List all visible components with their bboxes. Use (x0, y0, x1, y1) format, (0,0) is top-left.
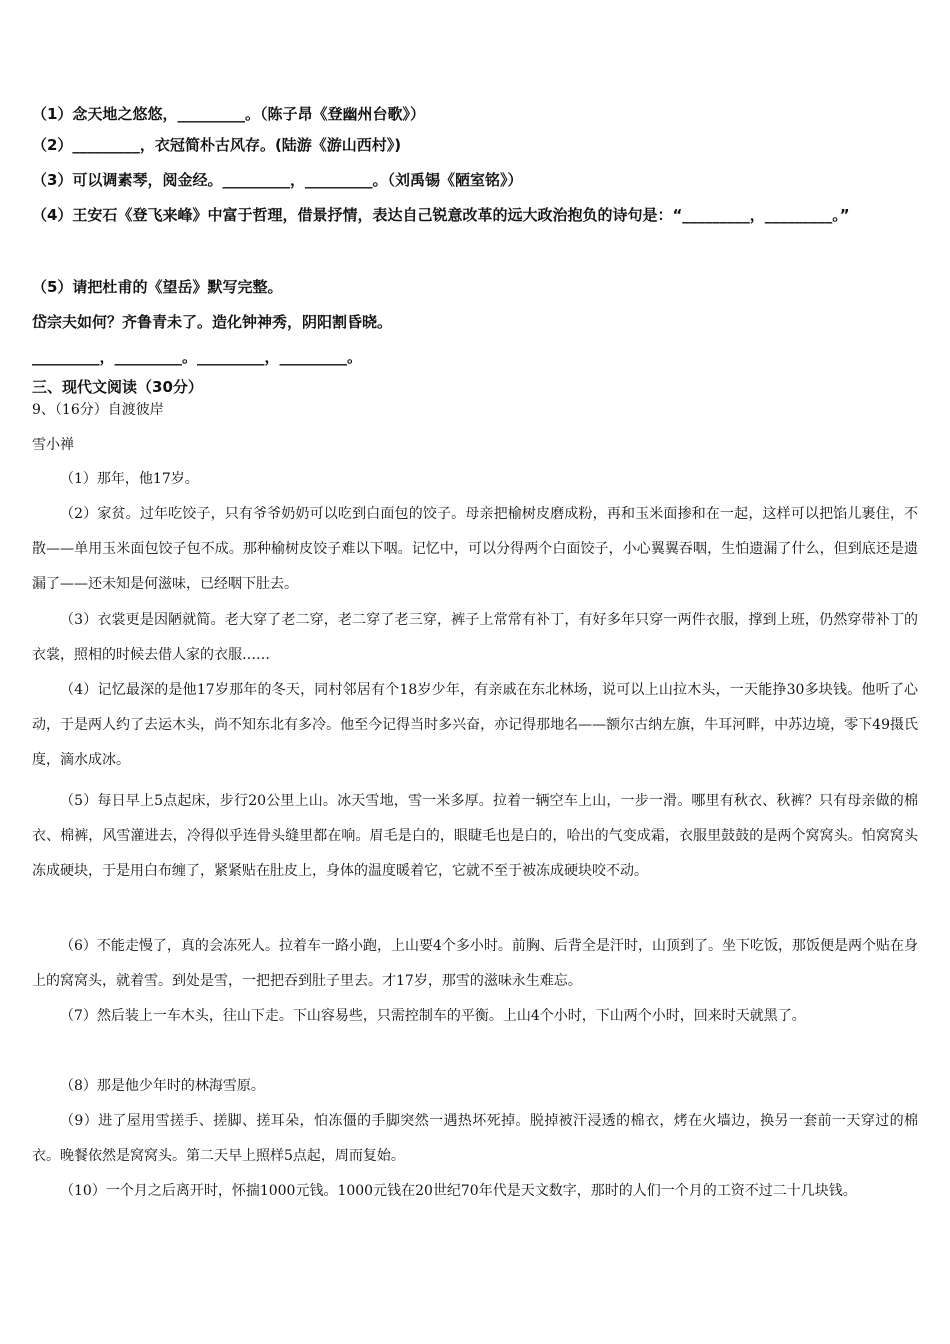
section-heading: 三、现代文阅读（30分） (32, 378, 203, 396)
fill-in-question-3: （3）可以调素琴，阅金经。_________，_________。（刘禹锡《陋室铭》） (32, 171, 523, 189)
article-paragraph-2: （2）家贫。过年吃饺子，只有爷爷奶奶可以吃到白面包的饺子。母亲把榆树皮磨成粉，再和玉米面掺和在一起，这样可以把馅儿裹住，不散——单用玉米面包饺子包不成。那种榆树皮饺子难以下咽。记忆中，可以分得两个白面饺子，小心翼翼吞咽，生怕遗漏了什么，但到底还是遗漏了——还未知是何滋味，已经咽下肚去。 (32, 506, 918, 593)
fill-in-question-4: （4）王安石《登飞来峰》中富于哲理，借景抒情，表达自己锐意改革的远大政治抱负的诗句是：“_________，_________。” (32, 206, 850, 224)
article-paragraph-10: （10）一个月之后离开时，怀揣1000元钱。1000元钱在20世纪70年代是天文数字，那时的人们一个月的工资不过二十几块钱。 (60, 1183, 857, 1199)
article-paragraph-4: （4）记忆最深的是他17岁那年的冬天，同村邻居有个18岁少年，有亲戚在东北林场，说可以上山拉木头，一天能挣30多块钱。他听了心动，于是两人约了去运木头，尚不知东北有多冷。他至今记得当时多兴奋，亦记得那地名——额尔古纳左旗，牛耳河畔，中苏边境，零下49摄氏度，滴水成冰。 (32, 682, 918, 769)
poem-blank-lines: _________，_________。_________，_________。 (32, 348, 363, 366)
article-paragraph-5: （5）每日早上5点起床，步行20公里上山。冰天雪地，雪一米多厚。拉着一辆空车上山，一步一滑。哪里有秋衣、秋裤？只有母亲做的棉衣、棉裤，风雪灌进去，冷得似乎连骨头缝里都在响。眉毛是白的，眼睫毛也是白的，哈出的气变成霜，衣服里鼓鼓的是两个窝窝头。怕窝窝头冻成硬块，于是用白布缠了，紧紧贴在肚皮上，身体的温度暖着它，它就不至于被冻成硬块咬不动。 (32, 793, 918, 880)
article-paragraph-3: （3）衣裳更是因陋就简。老大穿了老二穿，老二穿了老三穿，裤子上常常有补丁，有好多年只穿一两件衣服，撑到上班，仍然穿带补丁的衣裳，照相的时候去借人家的衣服…… (32, 612, 918, 664)
article-paragraph-8: （8）那是他少年时的林海雪原。 (60, 1078, 265, 1094)
fill-in-question-2: （2）_________，衣冠简朴古风存。(陆游《游山西村》) (32, 136, 402, 154)
article-paragraph-7: （7）然后装上一车木头，往山下走。下山容易些，只需控制车的平衡。上山4个小时，下山两个小时，回来时天就黑了。 (60, 1008, 806, 1024)
question-title: 9、（16分）自渡彼岸 (32, 402, 164, 418)
article-paragraph-1: （1）那年，他17岁。 (60, 471, 199, 487)
article-author: 雪小禅 (32, 437, 74, 453)
article-paragraph-9: （9）进了屋用雪搓手、搓脚、搓耳朵，怕冻僵的手脚突然一遇热坏死掉。脱掉被汗浸透的棉衣，烤在火墙边，换另一套前一天穿过的棉衣。晚餐依然是窝窝头。第二天早上照样5点起，周而复始。 (32, 1113, 918, 1165)
fill-in-question-1: （1）念天地之悠悠，_________。（陈子昂《登幽州台歌》） (32, 105, 425, 123)
article-paragraph-6: （6）不能走慢了，真的会冻死人。拉着车一路小跑，上山要4个多小时。前胸、后背全是汗时，山顶到了。坐下吃饭，那饭便是两个贴在身上的窝窝头，就着雪。到处是雪，一把把吞到肚子里去。才17岁，那雪的滋味永生难忘。 (32, 938, 918, 990)
fill-in-question-5: （5）请把杜甫的《望岳》默写完整。 (32, 278, 283, 296)
poem-given-lines: 岱宗夫如何？齐鲁青未了。造化钟神秀，阴阳割昏晓。 (32, 313, 393, 331)
